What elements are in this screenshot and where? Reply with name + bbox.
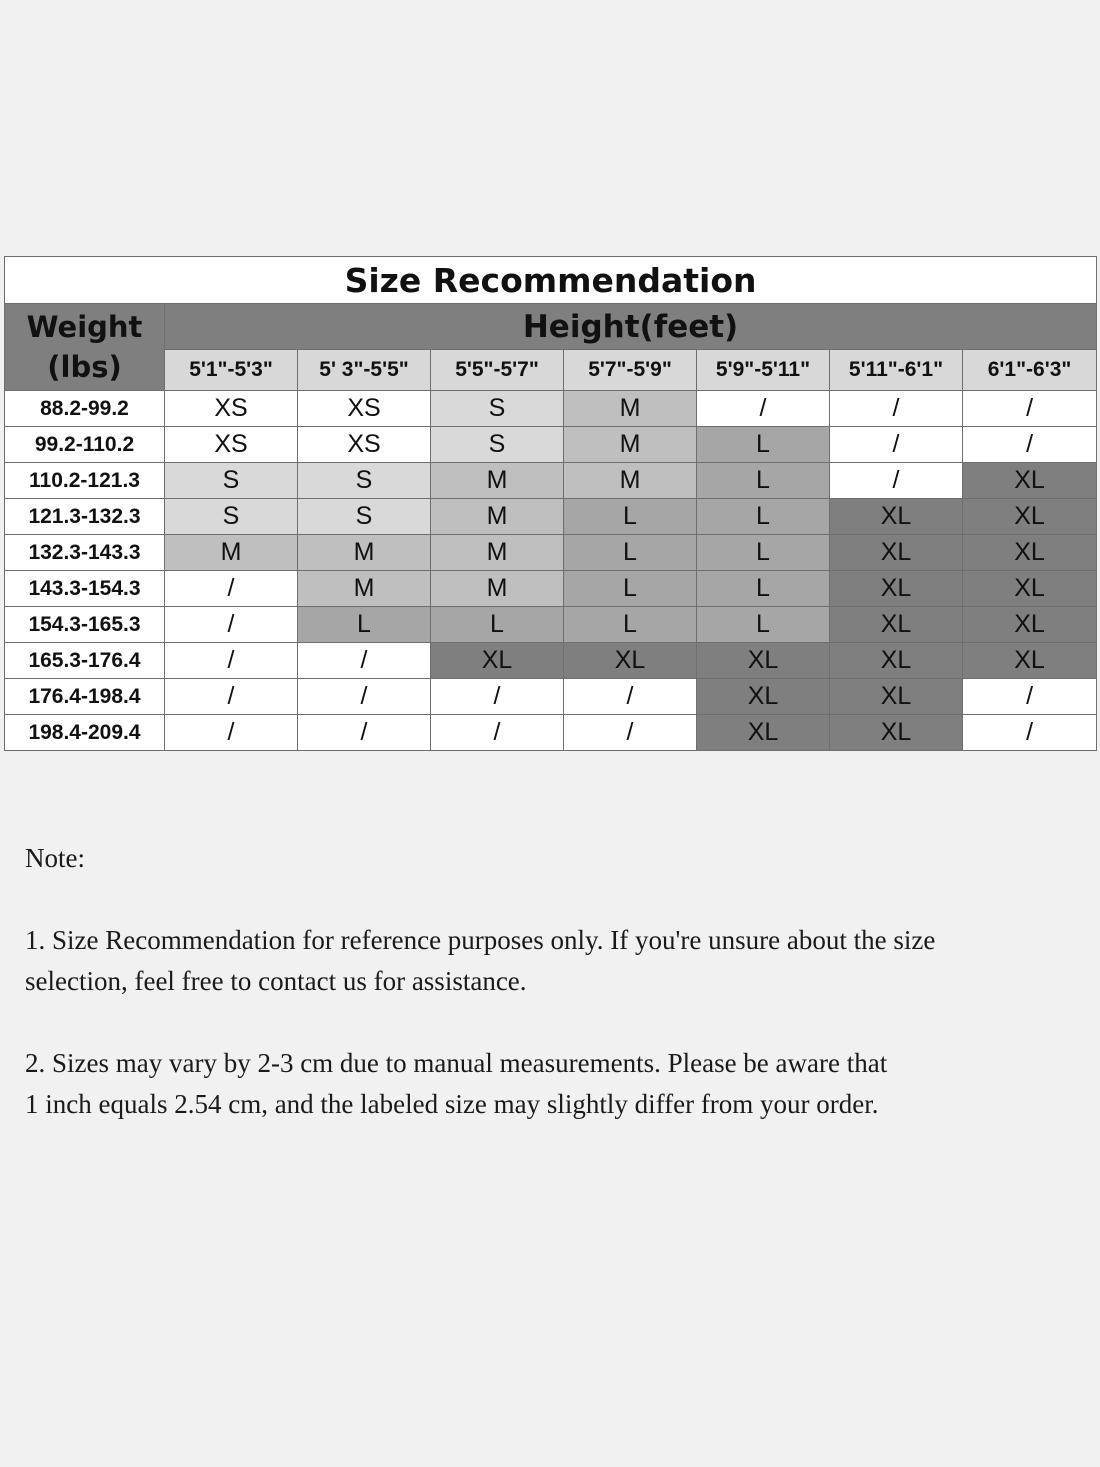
table-row [5,463,1097,499]
table-row [5,391,1097,427]
note-1 [25,920,1085,1002]
table-row [5,427,1097,463]
weight-range-cell: 88.2-99.2 [5,391,165,427]
size-cell: XL [697,715,830,751]
height-columns-row [5,350,1097,391]
size-recommendation-table [4,256,1097,751]
size-cell: L [697,607,830,643]
size-cell: XL [830,643,963,679]
notes-section [25,838,1085,1166]
size-cell: L [564,607,697,643]
note-2 [25,1043,1085,1125]
height-header: Height(feet) [165,304,1097,350]
height-column-header: 5'1"-5'3" [165,350,298,391]
size-cell: XL [963,499,1097,535]
weight-range-cell: 154.3-165.3 [5,607,165,643]
size-cell: XL [830,715,963,751]
size-cell: M [431,571,564,607]
table-row [5,571,1097,607]
size-cell: XL [963,535,1097,571]
size-cell: / [165,571,298,607]
size-cell: / [830,427,963,463]
size-cell: L [697,463,830,499]
size-cell: XL [830,571,963,607]
size-cell: L [431,607,564,643]
size-cell: / [431,715,564,751]
size-cell: / [298,715,431,751]
size-cell: XL [963,463,1097,499]
size-cell: M [165,535,298,571]
height-column-header: 6'1"-6'3" [963,350,1097,391]
weight-range-cell: 132.3-143.3 [5,535,165,571]
note-1-line-1: 1. Size Recommendation for reference purposes only. If you're unsure about the size [25,925,936,955]
size-cell: XL [564,643,697,679]
size-cell: M [431,499,564,535]
size-cell: L [697,535,830,571]
size-cell: L [564,535,697,571]
size-cell: L [564,499,697,535]
size-cell: S [431,391,564,427]
size-cell: XS [165,391,298,427]
size-cell: XL [830,499,963,535]
note-2-line-1: 2. Sizes may vary by 2-3 cm due to manual measurements. Please be aware that [25,1048,888,1078]
weight-header-unit: (lbs) [47,350,122,384]
height-column-header: 5'5"-5'7" [431,350,564,391]
size-cell: L [697,499,830,535]
size-cell: XS [298,427,431,463]
size-cell: / [564,715,697,751]
size-cell: XL [830,679,963,715]
notes-heading: Note: [25,843,85,873]
size-cell: XL [963,643,1097,679]
size-cell: M [298,535,431,571]
size-cell: S [431,427,564,463]
size-cell: L [697,571,830,607]
size-cell: / [963,391,1097,427]
weight-range-cell: 121.3-132.3 [5,499,165,535]
size-cell: / [830,463,963,499]
note-2-line-2: 1 inch equals 2.54 cm, and the labeled size may slightly differ from your order. [25,1089,879,1119]
table-row [5,535,1097,571]
size-cell: S [165,499,298,535]
table-row [5,499,1097,535]
size-cell: XL [963,571,1097,607]
table-row [5,607,1097,643]
weight-range-cell: 99.2-110.2 [5,427,165,463]
size-cell: M [431,463,564,499]
size-cell: M [564,463,697,499]
height-column-header: 5'11"-6'1" [830,350,963,391]
size-cell: / [298,643,431,679]
weight-range-cell: 143.3-154.3 [5,571,165,607]
size-cell: / [165,607,298,643]
weight-header [5,304,165,391]
size-cell: / [963,679,1097,715]
size-cell: S [298,463,431,499]
size-cell: M [564,427,697,463]
size-cell: / [165,679,298,715]
size-cell: L [298,607,431,643]
size-cell: XL [963,607,1097,643]
size-cell: / [165,643,298,679]
size-cell: M [298,571,431,607]
height-column-header: 5' 3"-5'5" [298,350,431,391]
weight-range-cell: 198.4-209.4 [5,715,165,751]
size-cell: XL [697,679,830,715]
size-cell: XL [697,643,830,679]
table-row [5,679,1097,715]
weight-range-cell: 165.3-176.4 [5,643,165,679]
size-cell: XL [830,607,963,643]
size-cell: S [165,463,298,499]
size-cell: XS [165,427,298,463]
size-cell: L [697,427,830,463]
size-cell: / [431,679,564,715]
size-cell: L [564,571,697,607]
table-row [5,643,1097,679]
size-cell: / [165,715,298,751]
size-cell: / [564,679,697,715]
size-cell: M [431,535,564,571]
weight-range-cell: 110.2-121.3 [5,463,165,499]
size-cell: M [564,391,697,427]
height-column-header: 5'7"-5'9" [564,350,697,391]
size-cell: XL [431,643,564,679]
note-1-line-2: selection, feel free to contact us for assistance. [25,966,527,996]
weight-header-label: Weight [26,310,143,344]
size-cell: / [963,715,1097,751]
size-cell: XS [298,391,431,427]
weight-range-cell: 176.4-198.4 [5,679,165,715]
size-cell: / [298,679,431,715]
size-cell: / [830,391,963,427]
size-cell: XL [830,535,963,571]
size-cell: S [298,499,431,535]
height-column-header: 5'9"-5'11" [697,350,830,391]
size-cell: / [963,427,1097,463]
table-title: Size Recommendation [5,257,1097,304]
table-row [5,715,1097,751]
size-cell: / [697,391,830,427]
